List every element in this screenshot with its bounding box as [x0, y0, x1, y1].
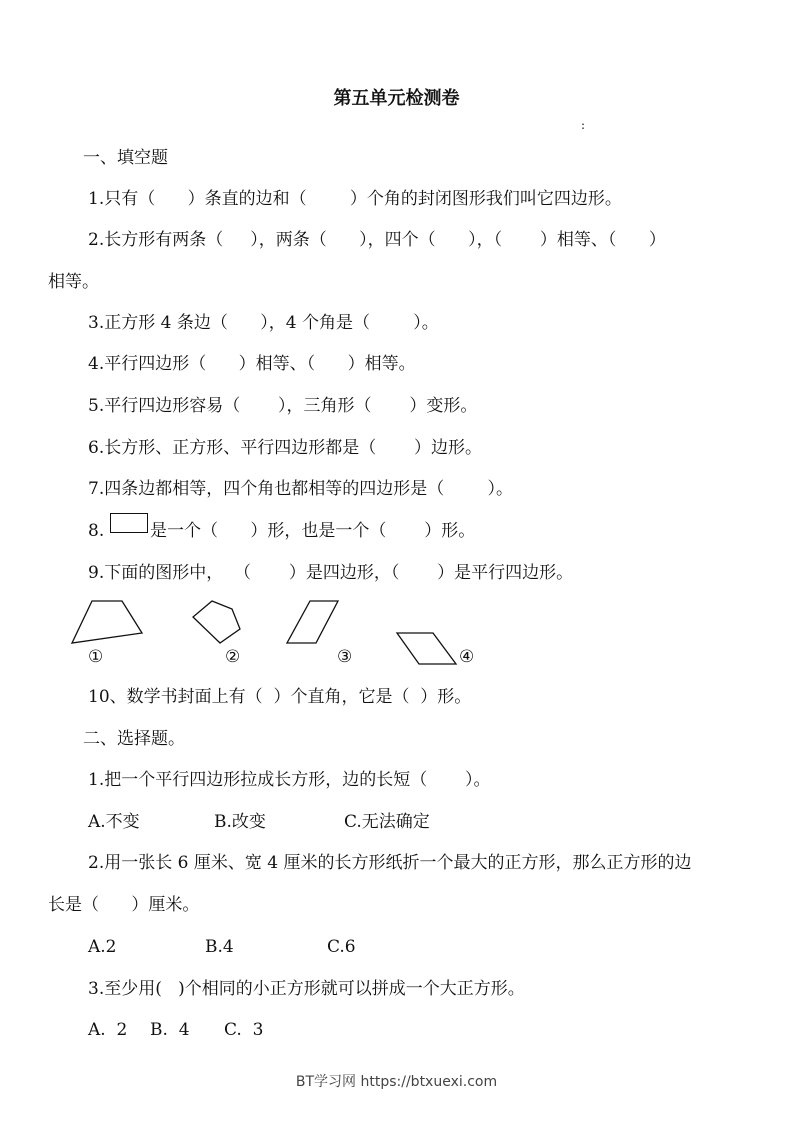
question-2-3: 3.至少用( )个相同的小正方形就可以拼成一个大正方形。	[88, 979, 525, 999]
question-1-2-line1: 2.长方形有两条（ ），两条（ ），四个（ ），（ ）相等、（ ）	[88, 230, 666, 250]
question-2-2-option-c: C.6	[327, 937, 356, 957]
shape-label-3: ③	[337, 647, 353, 667]
shape-label-1: ①	[88, 647, 104, 667]
rectangle-figure	[110, 513, 148, 533]
question-2-3-option-c: C. 3	[224, 1020, 264, 1040]
shape-label-4: ④	[459, 647, 475, 667]
question-2-2-line2: 长是（ ）厘米。	[48, 895, 200, 915]
question-1-8: 是一个（ ）形，也是一个（ ）形。	[150, 521, 476, 541]
question-2-1-option-c: C.无法确定	[344, 812, 430, 832]
shape-label-2: ②	[225, 647, 241, 667]
question-2-1-option-b: B.改变	[214, 812, 266, 832]
stray-mark: :	[581, 118, 586, 132]
question-1-5: 5.平行四边形容易（ ），三角形（ ）变形。	[88, 396, 478, 416]
question-1-9: 9.下面的图形中， （ ）是四边形，（ ）是平行四边形。	[88, 563, 574, 583]
question-1-1: 1.只有（ ）条直的边和（ ）个角的封闭图形我们叫它四边形。	[88, 189, 622, 209]
pentagon-shape-2	[193, 601, 240, 643]
section2-heading: 二、选择题。	[83, 729, 185, 749]
question-2-1: 1.把一个平行四边形拉成长方形，边的长短（ ）。	[88, 770, 491, 790]
question-2-2-option-a: A.2	[88, 937, 117, 957]
question-1-7: 7.四条边都相等，四个角也都相等的四边形是（ ）。	[88, 479, 513, 499]
question-2-2-option-b: B.4	[205, 937, 234, 957]
question-1-10: 10、数学书封面上有（ ）个直角，它是（ ）形。	[88, 687, 472, 707]
question-1-8-number: 8.	[88, 521, 105, 541]
section1-heading: 一、填空题	[83, 148, 168, 168]
parallelogram-shape-4	[397, 633, 456, 664]
footer-watermark: BT学习网 https://btxuexi.com	[295, 1074, 498, 1090]
question-1-3: 3.正方形 4 条边（ ），4 个角是（ ）。	[88, 313, 439, 333]
question-2-3-option-b: B. 4	[150, 1020, 190, 1040]
quadrilateral-shape-1	[72, 601, 142, 643]
page-title: 第五单元检测卷	[333, 88, 460, 109]
question-1-6: 6.长方形、正方形、平行四边形都是（ ）边形。	[88, 438, 483, 458]
question-2-1-option-a: A.不变	[88, 812, 140, 832]
question-1-2-line2: 相等。	[48, 272, 99, 292]
question-1-4: 4.平行四边形（ ）相等、（ ）相等。	[88, 354, 416, 374]
question-2-3-option-a: A. 2	[88, 1020, 128, 1040]
question-2-2-line1: 2.用一张长 6 厘米、宽 4 厘米的长方形纸折一个最大的正方形，那么正方形的边	[88, 853, 692, 873]
shapes-figure	[60, 595, 500, 675]
parallelogram-shape-3	[287, 601, 338, 643]
